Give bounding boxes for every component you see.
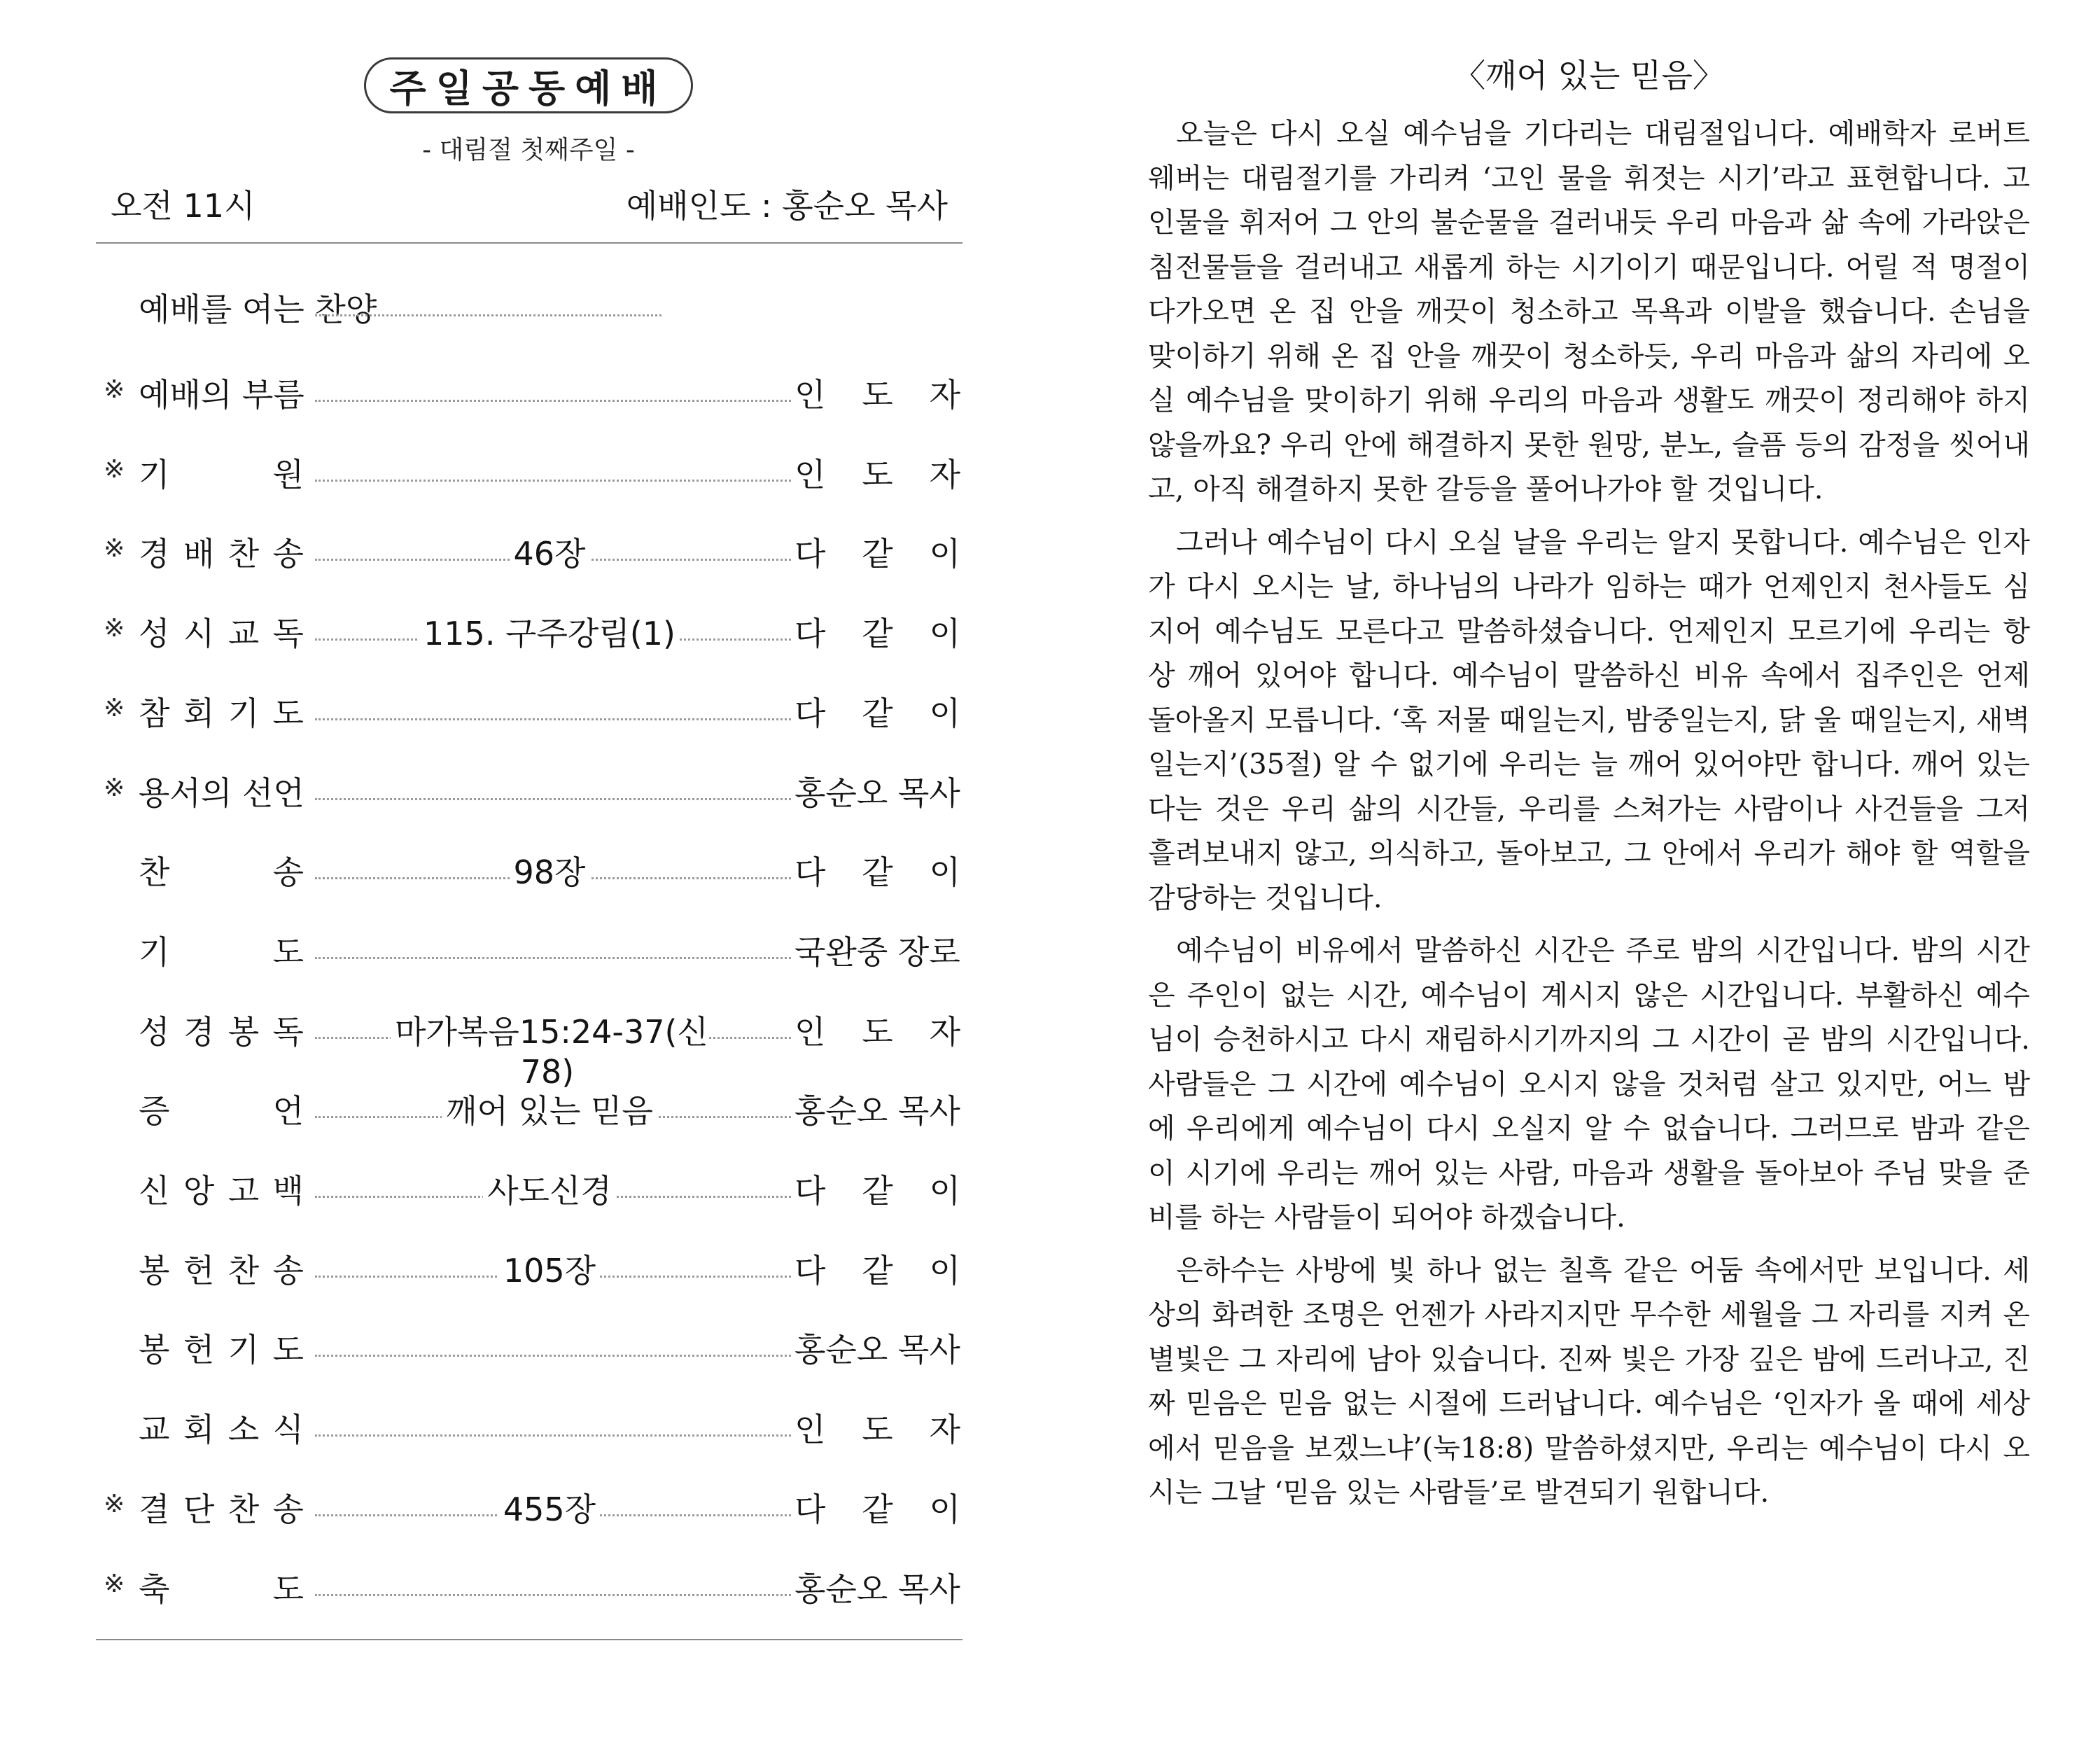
order-row <box>0 1083 980 1132</box>
standing-mark: ※ <box>104 774 125 802</box>
leader-dots <box>315 1434 791 1437</box>
order-label-part: 헌 <box>183 1252 215 1290</box>
order-responsible <box>794 1086 960 1132</box>
leader-dots <box>315 400 791 402</box>
order-responsible-part: 인 <box>794 1013 826 1051</box>
order-detail-text: 깨어 있는 믿음 <box>442 1092 657 1130</box>
order-label-part: 송 <box>272 1490 304 1528</box>
leader-dots <box>315 480 791 482</box>
order-label-part: 도 <box>272 694 304 732</box>
order-responsible-part: 도 <box>862 456 893 494</box>
order-label-part: 축 <box>139 1570 170 1608</box>
service-leader: 예배인도 : 홍순오 목사 <box>626 187 948 225</box>
order-label <box>139 768 307 814</box>
order-detail-text: 98장 <box>510 853 590 891</box>
leader-dots <box>315 957 791 959</box>
order-label-part: 결 <box>139 1490 170 1528</box>
order-responsible-part: 이 <box>929 1490 960 1528</box>
sermon-paragraph: 그러나 예수님이 다시 오실 날을 우리는 알지 못합니다. 예수님은 인자가 다시 오시는 날, 하나님의 나라가 임하는 때가 언제인지 천사들도 심지어 예수님도 모른다고 말씀하셨습니다. 언제인지 모르기에 우리는 항상 깨어 있어야 합니다. 예수님이 말씀하신 비유 속에서 집주인은 언제 돌아올지 모릅니다. ‘혹 저물 때일는지, 밤중일는지, 닭 울 때일는지, 새벽일는지’(35절) 알 수 없기에 우리는 늘 깨어 있어야만 합니다. 깨어 있는다는 것은 우리 삶의 시간들, 우리를 스쳐가는 사람이나 사건들을 그저 흘려보내지 않고, 의식하고, 돌아보고, 그 안에서 우리가 해야 할 역할을 감당하는 것입니다. <box>1148 526 2030 914</box>
standing-mark: ※ <box>104 375 125 404</box>
leader-dots <box>315 718 791 720</box>
order-responsible-part: 자 <box>929 1013 960 1051</box>
order-row <box>0 447 980 496</box>
standing-mark: ※ <box>104 694 125 722</box>
order-responsible <box>794 608 960 655</box>
order-detail <box>385 1484 714 1530</box>
order-responsible <box>794 1166 960 1212</box>
order-responsible-part: 같 <box>862 1252 893 1290</box>
order-responsible <box>794 1484 960 1530</box>
sermon-paragraph: 오늘은 다시 오실 예수님을 기다리는 대림절입니다. 예배학자 로버트 웨버는 대림절기를 가리켜 ‘고인 물을 휘젓는 시기’라고 표현합니다. 고인물을 휘저어 그 안의 불순물을 걸러내듯 우리 마음과 삶 속에 가라앉은 침전물들을 걸러내고 새롭게 하는 시기이기 때문입니다. 어릴 적 명절이 다가오면 온 집 안을 깨끗이 청소하고 목욕과 이발을 했습니다. 손님을 맞이하기 위해 온 집 안을 깨끗이 청소하듯, 우리 마음과 삶의 자리에 오실 예수님을 맞이하기 위해 우리의 마음과 생활도 깨끗이 정리해야 하지 않을까요? 우리 안에 해결하지 못한 원망, 분노, 슬픔 등의 감정을 씻어내고, 아직 해결하지 못한 갈등을 풀어나가야 할 것입니다. <box>1148 118 2030 505</box>
leader-dots <box>315 798 791 800</box>
order-label-part: 원 <box>272 456 304 494</box>
worship-order-column <box>0 0 980 1753</box>
order-label <box>139 847 304 893</box>
order-row <box>0 765 980 814</box>
order-label-part: 회 <box>183 1411 215 1448</box>
order-responsible-part: 이 <box>929 853 960 891</box>
order-label-part: 소 <box>227 1411 260 1448</box>
order-responsible-part: 같 <box>862 853 893 891</box>
service-title: 주일공동예배 <box>364 57 693 113</box>
order-row <box>0 1163 980 1212</box>
order-responsible-part: 도 <box>862 1411 893 1448</box>
order-row <box>0 367 980 416</box>
order-responsible-part: 홍순오 목사 <box>794 1570 960 1608</box>
order-label-part: 도 <box>272 1570 304 1608</box>
leader-dots <box>315 314 662 316</box>
order-label-part: 신 <box>139 1172 170 1210</box>
order-label-part: 기 <box>227 1331 260 1369</box>
order-responsible <box>794 847 960 893</box>
order-label-part: 독 <box>272 615 304 652</box>
order-label-part: 성 <box>139 615 170 652</box>
order-responsible-part: 다 <box>794 1490 826 1528</box>
order-label <box>139 449 304 496</box>
order-responsible-part: 같 <box>862 1490 893 1528</box>
sermon-body <box>1148 112 2030 1524</box>
order-label-part: 봉 <box>139 1331 170 1369</box>
standing-mark: ※ <box>104 1490 125 1518</box>
order-label-part: 찬 <box>139 853 170 891</box>
order-responsible-part: 다 <box>794 694 826 732</box>
order-label-part: 백 <box>272 1172 304 1210</box>
order-label <box>139 1245 304 1292</box>
order-responsible-part: 같 <box>862 1172 893 1210</box>
order-responsible-part: 다 <box>794 615 826 652</box>
order-label <box>139 1404 304 1451</box>
order-responsible-part: 국완중 장로 <box>794 933 960 971</box>
order-responsible-part: 다 <box>794 1252 826 1290</box>
order-responsible-part: 이 <box>929 535 960 573</box>
order-label-part: 찬 <box>227 535 260 573</box>
order-label-part: 봉 <box>139 1252 170 1290</box>
order-label-part: 언 <box>272 1092 304 1130</box>
order-row <box>0 844 980 893</box>
order-responsible-part: 같 <box>862 535 893 573</box>
order-label-part: 교 <box>227 615 260 652</box>
order-label-part: 찬 <box>227 1490 260 1528</box>
service-subtitle: - 대림절 첫째주일 - <box>422 136 635 165</box>
order-label-part: 헌 <box>183 1331 215 1369</box>
order-detail <box>385 1007 714 1091</box>
order-row <box>0 1004 980 1091</box>
order-label <box>139 1007 304 1053</box>
order-label-part: 배 <box>183 535 215 573</box>
top-divider <box>96 242 962 244</box>
order-label-part: 식 <box>272 1411 304 1448</box>
order-detail-text: 46장 <box>510 535 590 573</box>
order-label <box>139 688 304 734</box>
order-responsible-part: 다 <box>794 1172 826 1210</box>
order-label-part: 회 <box>183 694 215 732</box>
order-label <box>139 529 304 575</box>
order-row <box>0 1322 980 1371</box>
order-responsible-part: 다 <box>794 535 826 573</box>
order-responsible <box>794 529 960 575</box>
order-label-part: 경 <box>183 1013 215 1051</box>
order-label-part: 고 <box>227 1172 260 1210</box>
order-responsible <box>794 1325 960 1371</box>
order-detail <box>385 608 714 655</box>
order-label-part: 경 <box>139 535 170 573</box>
order-label-part: 예배의 부름 <box>139 376 304 414</box>
order-responsible-part: 같 <box>862 694 893 732</box>
order-label <box>139 1086 304 1132</box>
standing-mark: ※ <box>104 534 125 563</box>
order-detail <box>385 529 714 575</box>
order-detail <box>385 1166 714 1212</box>
order-detail-text: 마가복음15:24-37(신78) <box>391 1013 708 1091</box>
order-detail-text: 455장 <box>499 1490 600 1528</box>
order-responsible <box>794 768 960 814</box>
order-responsible-part: 자 <box>929 376 960 414</box>
standing-mark: ※ <box>104 614 125 643</box>
sermon-title: 〈깨어 있는 믿음〉 <box>1453 57 1725 95</box>
order-responsible-part: 도 <box>862 1013 893 1051</box>
order-detail <box>385 847 714 893</box>
order-label-part: 교 <box>139 1411 170 1448</box>
order-label-part: 앙 <box>183 1172 215 1210</box>
order-detail <box>385 1245 714 1292</box>
order-row <box>0 1481 980 1530</box>
prelude-label: 예배를 여는 찬양 <box>139 291 377 328</box>
order-detail-text: 115. 구주강림(1) <box>419 615 680 652</box>
order-row <box>0 1561 980 1610</box>
prelude-row <box>0 281 980 330</box>
order-responsible <box>794 1404 960 1451</box>
order-label <box>139 370 307 416</box>
order-responsible-part: 이 <box>929 694 960 732</box>
order-detail-text: 105장 <box>499 1252 600 1290</box>
order-row <box>0 606 980 655</box>
order-responsible-part: 자 <box>929 456 960 494</box>
order-responsible <box>794 1245 960 1292</box>
order-label-part: 찬 <box>227 1252 260 1290</box>
order-row <box>0 924 980 973</box>
order-label-part: 참 <box>139 694 170 732</box>
order-responsible-part: 인 <box>794 456 826 494</box>
leader-dots <box>315 1355 791 1357</box>
order-responsible <box>794 449 960 496</box>
order-responsible <box>794 370 960 416</box>
order-responsible <box>794 1007 960 1053</box>
order-responsible-part: 같 <box>862 615 893 652</box>
order-row <box>0 526 980 575</box>
order-responsible-part: 다 <box>794 853 826 891</box>
order-label-part: 증 <box>139 1092 170 1130</box>
order-responsible <box>794 927 960 973</box>
order-label <box>139 1564 304 1610</box>
order-row <box>0 1243 980 1292</box>
order-responsible-part: 이 <box>929 1172 960 1210</box>
order-label <box>139 1484 304 1530</box>
order-label-part: 송 <box>272 535 304 573</box>
order-responsible-part: 이 <box>929 615 960 652</box>
service-time: 오전 11시 <box>111 187 255 225</box>
order-responsible <box>794 1564 960 1610</box>
order-label-part: 기 <box>227 694 260 732</box>
order-label-part: 성 <box>139 1013 170 1051</box>
order-responsible-part: 홍순오 목사 <box>794 1092 960 1130</box>
order-responsible-part: 인 <box>794 1411 826 1448</box>
order-responsible-part: 도 <box>862 376 893 414</box>
order-responsible-part: 인 <box>794 376 826 414</box>
order-label-part: 기 <box>139 456 170 494</box>
order-label-part: 송 <box>272 1252 304 1290</box>
standing-mark: ※ <box>104 455 125 484</box>
order-row <box>0 1402 980 1451</box>
order-label-part: 용서의 선언 <box>139 774 304 812</box>
sermon-paragraph: 예수님이 비유에서 말씀하신 시간은 주로 밤의 시간입니다. 밤의 시간은 주인이 없는 시간, 예수님이 계시지 않은 시간입니다. 부활하신 예수님이 승천하시고 다시 재림하시기까지의 그 시간이 곧 밤의 시간입니다. 사람들은 그 시간에 예수님이 오시지 않을 것처럼 살고 있지만, 어느 밤에 우리에게 예수님이 다시 오실지 알 수 없습니다. 그러므로 밤과 같은 이 시기에 우리는 깨어 있는 사람, 마음과 생활을 돌아보아 주님 맞을 준비를 하는 사람들이 되어야 하겠습니다. <box>1148 935 2030 1234</box>
order-detail <box>385 1086 714 1132</box>
order-label-part: 기 <box>139 933 170 971</box>
standing-mark: ※ <box>104 1570 125 1598</box>
order-label-part: 독 <box>272 1013 304 1051</box>
order-detail-text: 사도신경 <box>483 1172 616 1210</box>
order-label <box>139 1325 304 1371</box>
order-responsible-part: 홍순오 목사 <box>794 1331 960 1369</box>
order-label-part: 도 <box>272 933 304 971</box>
order-label-part: 단 <box>183 1490 215 1528</box>
sermon-paragraph: 은하수는 사방에 빛 하나 없는 칠흑 같은 어둠 속에서만 보입니다. 세상의 화려한 조명은 언젠가 사라지지만 무수한 세월을 그 자리를 지켜 온 별빛은 그 자리에 남아 있습니다. 진짜 빛은 가장 깊은 밤에 드러나고, 진짜 믿음은 믿음 없는 시절에 드러납니다. 예수님은 ‘인자가 올 때에 세상에서 믿음을 보겠느냐’(눅18:8) 말씀하셨지만, 우리는 예수님이 다시 오시는 그날 ‘믿음 있는 사람들’로 발견되기 원합니다. <box>1148 1254 2030 1509</box>
order-responsible-part: 자 <box>929 1411 960 1448</box>
order-label-part: 도 <box>272 1331 304 1369</box>
order-label <box>139 1166 304 1212</box>
order-responsible-part: 이 <box>929 1252 960 1290</box>
order-row <box>0 685 980 734</box>
leader-dots <box>315 1594 791 1596</box>
order-responsible-part: 홍순오 목사 <box>794 774 960 812</box>
order-label <box>139 927 304 973</box>
order-label-part: 시 <box>183 615 215 652</box>
order-responsible <box>794 688 960 734</box>
order-label <box>139 608 304 655</box>
bottom-divider <box>96 1639 962 1640</box>
order-label-part: 송 <box>272 853 304 891</box>
order-label-part: 봉 <box>227 1013 260 1051</box>
